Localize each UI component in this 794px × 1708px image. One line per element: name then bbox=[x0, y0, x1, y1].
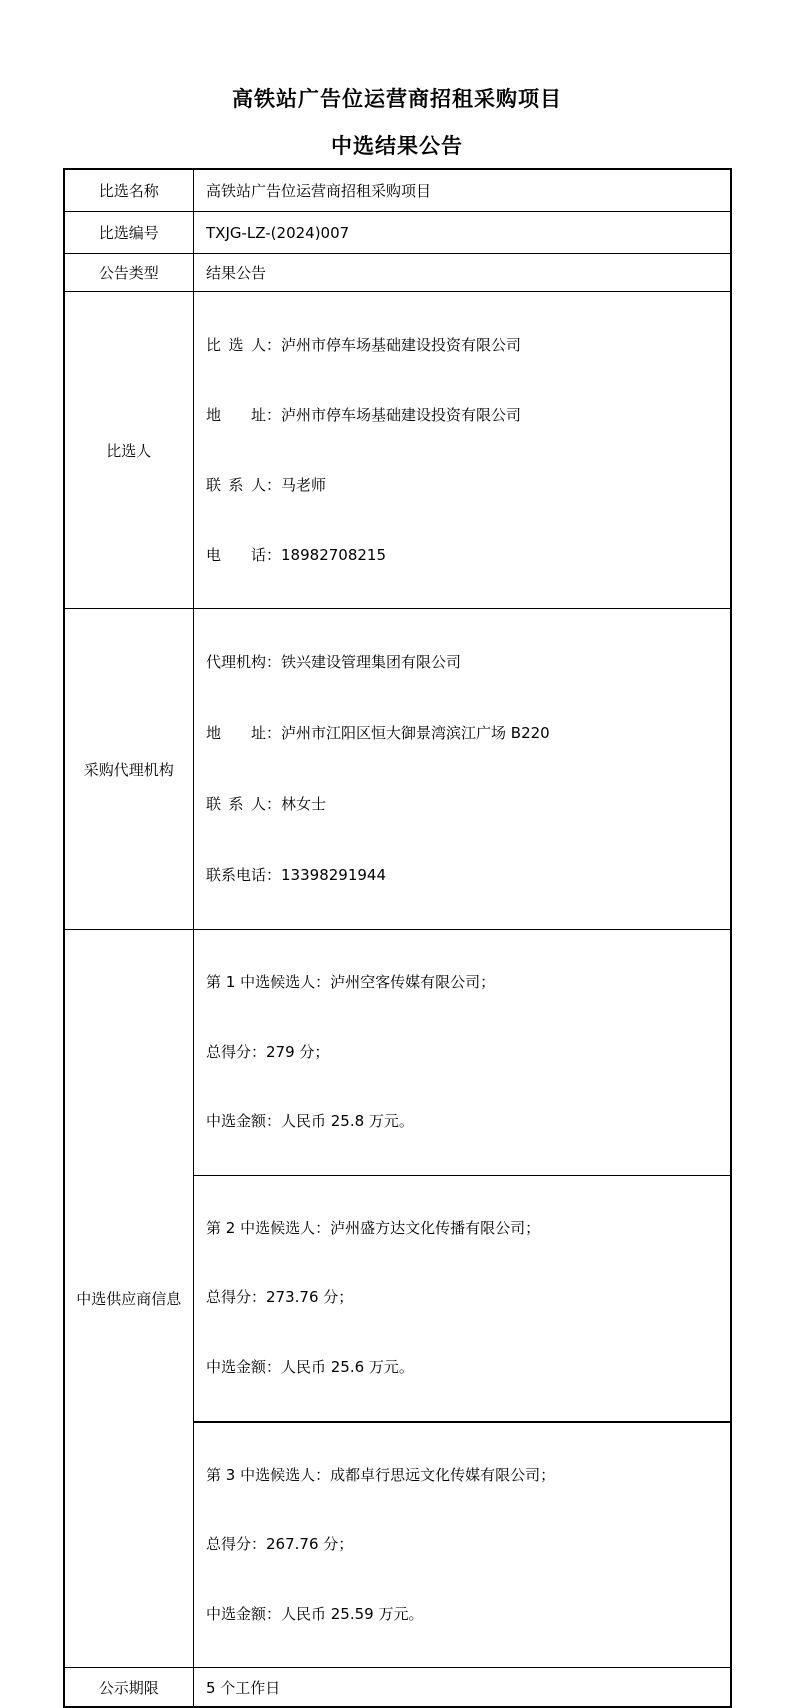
field-line bbox=[206, 468, 720, 502]
page-subtitle: 中选结果公告 bbox=[331, 134, 463, 158]
row-value-publicity-period: 5 个工作日 bbox=[194, 1668, 731, 1708]
row-value-candidate-2 bbox=[194, 1175, 731, 1421]
field-colon: ： bbox=[266, 476, 282, 494]
row-value-bixuanren bbox=[194, 292, 731, 609]
row-agency bbox=[64, 609, 731, 930]
field-value: 马老师 bbox=[281, 476, 327, 494]
row-value-bixuan-number: TXJG-LZ-(2024)007 bbox=[194, 212, 731, 254]
field-key: 地址 bbox=[206, 406, 266, 424]
row-bixuan-number bbox=[64, 212, 731, 254]
field-key: 联系人 bbox=[206, 795, 266, 813]
row-value-bixuan-name: 高铁站广告位运营商招租采购项目 bbox=[194, 169, 731, 212]
field-value: 泸州市停车场基础建设投资有限公司 bbox=[281, 336, 522, 354]
row-value-notice-type: 结果公告 bbox=[194, 254, 731, 292]
field-colon: ： bbox=[266, 866, 282, 884]
field-key: 地址 bbox=[206, 724, 266, 742]
field-value: 林女士 bbox=[281, 795, 327, 813]
field-colon: ： bbox=[266, 336, 282, 354]
field-key: 比选人 bbox=[206, 336, 266, 354]
candidate-name-line: 第 3 中选候选人：成都卓行思远文化传媒有限公司； bbox=[206, 1465, 556, 1484]
field-key: 代理机构 bbox=[206, 653, 267, 671]
field-value: 泸州市江阳区恒大御景湾滨江广场 B220 bbox=[281, 724, 550, 742]
candidate-name-line: 第 2 中选候选人：泸州盛方达文化传播有限公司； bbox=[206, 1218, 541, 1237]
field-value: 泸州市停车场基础建设投资有限公司 bbox=[281, 406, 522, 424]
field-line bbox=[206, 858, 720, 893]
row-publicity-period bbox=[64, 1668, 731, 1708]
row-bixuanren bbox=[64, 292, 731, 609]
page-title: 高铁站广告位运营商招租采购项目 bbox=[232, 87, 562, 111]
row-label-bixuan-number: 比选编号 bbox=[64, 212, 194, 254]
field-colon: ： bbox=[266, 795, 282, 813]
field-line bbox=[206, 787, 720, 822]
row-value-candidate-3 bbox=[194, 1422, 731, 1668]
field-colon: ： bbox=[266, 724, 282, 742]
field-line bbox=[206, 645, 720, 680]
field-line bbox=[206, 716, 720, 751]
candidate-amount-line: 中选金额：人民币 25.6 万元。 bbox=[206, 1357, 414, 1376]
row-label-publicity-period: 公示期限 bbox=[64, 1668, 194, 1708]
field-value: 13398291944 bbox=[281, 866, 386, 884]
row-label-agency: 采购代理机构 bbox=[64, 609, 194, 930]
candidate-score-line: 总得分：267.76 分； bbox=[206, 1535, 354, 1554]
field-line bbox=[206, 538, 720, 572]
row-label-notice-type: 公告类型 bbox=[64, 254, 194, 292]
field-line bbox=[206, 328, 720, 362]
field-key: 联系电话 bbox=[206, 866, 267, 884]
field-colon: ： bbox=[266, 546, 282, 564]
field-key: 电话 bbox=[206, 546, 266, 564]
field-value: 18982708215 bbox=[281, 546, 386, 564]
candidate-amount-line: 中选金额：人民币 25.59 万元。 bbox=[206, 1604, 424, 1623]
candidate-amount-line: 中选金额：人民币 25.8 万元。 bbox=[206, 1112, 414, 1131]
candidate-score-line: 总得分：273.76 分； bbox=[206, 1288, 354, 1307]
row-bixuan-name bbox=[64, 169, 731, 212]
row-label-bixuan-name: 比选名称 bbox=[64, 169, 194, 212]
field-colon: ： bbox=[266, 653, 282, 671]
row-notice-type bbox=[64, 254, 731, 292]
row-value-candidate-1 bbox=[194, 930, 731, 1176]
field-line bbox=[206, 398, 720, 432]
row-label-bixuanren: 比选人 bbox=[64, 292, 194, 609]
field-value: 铁兴建设管理集团有限公司 bbox=[281, 653, 462, 671]
row-winners-candidate-1 bbox=[64, 930, 731, 1176]
field-key: 联系人 bbox=[206, 476, 266, 494]
result-table bbox=[63, 168, 732, 1708]
row-label-winners: 中选供应商信息 bbox=[64, 930, 194, 1668]
row-value-agency bbox=[194, 609, 731, 930]
field-colon: ： bbox=[266, 406, 282, 424]
candidate-name-line: 第 1 中选候选人：泸州空客传媒有限公司； bbox=[206, 973, 496, 991]
candidate-score-line: 总得分：279 分； bbox=[206, 1042, 330, 1061]
